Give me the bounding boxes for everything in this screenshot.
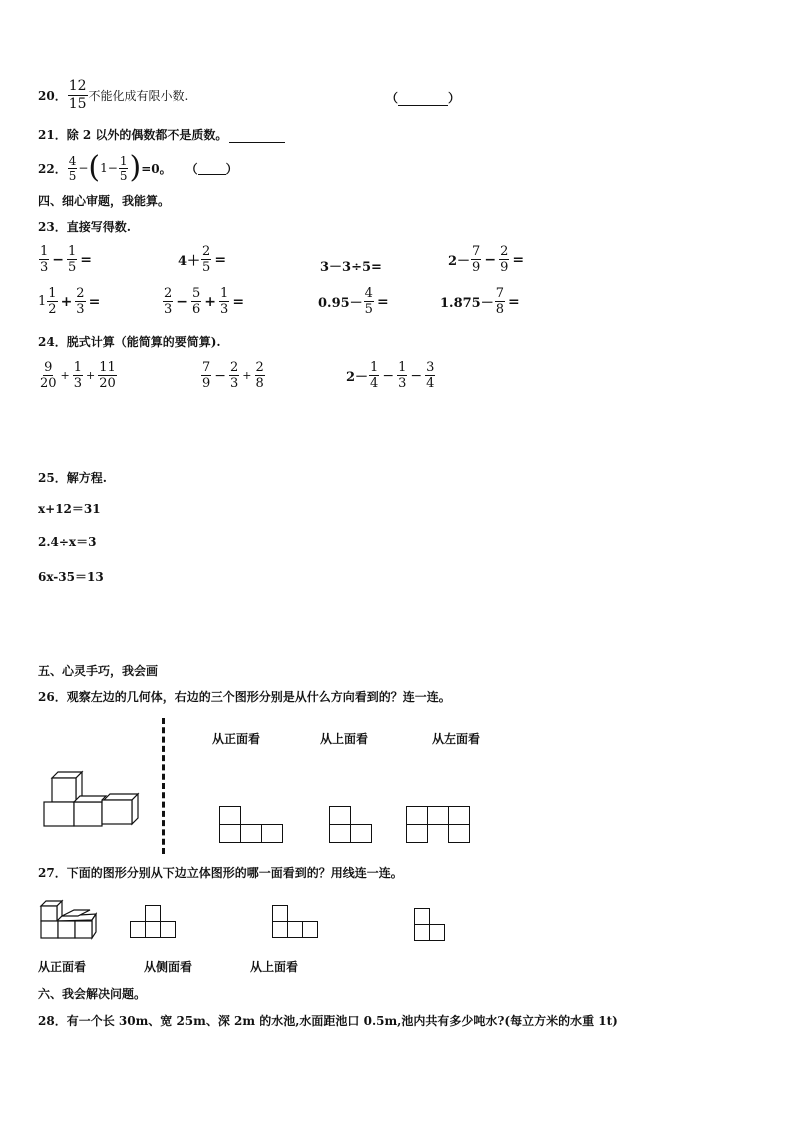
operator: −	[214, 367, 227, 384]
answer-blank[interactable]	[198, 162, 226, 175]
grid-cell	[406, 824, 428, 843]
question-27-title: 27．下面的图形分别从下边立体图形的哪一面看到的？用线连一连。	[38, 866, 403, 880]
fraction	[229, 360, 239, 391]
paren-open: （	[386, 91, 399, 105]
grid-cell	[329, 824, 351, 843]
question-26-title: 26．观察左边的几何体，右边的三个图形分别是从什么方向看到的？连一连。	[38, 690, 451, 704]
question-20-number: 20．	[38, 89, 67, 103]
fraction-numerator: 1	[40, 244, 49, 259]
paren-close: )	[129, 150, 142, 185]
fraction	[499, 244, 509, 275]
q23-row1-expr4	[448, 244, 526, 275]
q27-shape-2[interactable]	[272, 905, 322, 945]
grid-cell	[429, 924, 445, 941]
grid-cell	[414, 924, 430, 941]
grid-cell	[160, 921, 176, 938]
fraction-denominator: 8	[495, 302, 504, 317]
fraction-numerator: 1	[398, 360, 407, 375]
grid-cell	[414, 908, 430, 925]
fraction-denominator: 9	[202, 376, 211, 391]
fraction-denominator: 4	[426, 376, 435, 391]
operator: +	[242, 369, 252, 382]
fraction-denominator: 20	[40, 376, 57, 391]
fraction-numerator: 9	[44, 360, 53, 375]
q27-label-top: 从上面看	[250, 960, 299, 974]
question-24-title: 24．脱式计算（能简算的要简算).	[38, 335, 221, 349]
question-22-result: =0。	[141, 161, 172, 176]
fraction-numerator: 1	[73, 360, 83, 375]
minus-sign: −	[78, 161, 89, 175]
paren-close: ）	[225, 161, 238, 176]
operator: −	[382, 367, 395, 384]
fraction-numerator: 2	[202, 244, 211, 259]
fraction-numerator: 7	[472, 244, 481, 259]
fraction-numerator: 2	[230, 360, 239, 375]
paren-open: (	[88, 150, 101, 185]
fraction-numerator: 7	[202, 360, 211, 375]
q24-expr1	[38, 360, 118, 391]
section-4-title: 四、细心审题，我能算。	[38, 194, 171, 208]
expression-lead: 0.95－	[318, 296, 363, 311]
fraction	[364, 286, 374, 317]
paren-close: ）	[448, 91, 461, 105]
answer-blank[interactable]	[398, 93, 448, 106]
fraction	[201, 360, 211, 391]
dashed-divider	[162, 718, 165, 854]
equals-sign: =	[508, 293, 520, 310]
fraction-numerator: 1	[370, 360, 379, 375]
grid-cell	[130, 921, 146, 938]
expression-lead: 4＋	[178, 254, 201, 269]
question-20-text: 不能化成有限小数.	[88, 89, 189, 103]
section-5-title: 五、心灵手巧，我会画	[38, 664, 159, 678]
fraction-denominator: 8	[255, 376, 264, 391]
expression-lead: 2－	[346, 370, 369, 385]
q24-expr2	[200, 360, 266, 391]
equation-2: 2.4÷x＝3	[38, 535, 97, 549]
equals-sign: =	[376, 293, 389, 310]
equation-3: 6x-35＝13	[38, 570, 104, 584]
grid-cell	[219, 806, 241, 825]
fraction-numerator: 1	[119, 153, 128, 168]
fraction-numerator: 3	[426, 360, 435, 375]
grid-cell	[240, 824, 262, 843]
label-left-view: 从左面看	[432, 732, 481, 746]
label-top-view: 从上面看	[320, 732, 369, 746]
fraction-numerator: 2	[500, 244, 509, 259]
q27-label-side: 从侧面看	[144, 960, 193, 974]
fraction-denominator: 20	[99, 376, 116, 391]
grid-cell	[272, 905, 288, 922]
grid-cell	[145, 921, 161, 938]
fraction-denominator: 3	[230, 376, 239, 391]
grid-cell	[287, 921, 303, 938]
grid-cell	[406, 806, 428, 825]
fraction	[75, 286, 85, 317]
fraction-denominator: 2	[48, 302, 57, 317]
question-22	[38, 150, 238, 185]
question-25-title: 25．解方程.	[38, 471, 107, 485]
operator: −	[484, 251, 497, 268]
fraction-numerator: 2	[76, 286, 85, 301]
equation-1: x+12＝31	[38, 502, 101, 516]
q23-row1-expr3	[320, 256, 382, 275]
fraction	[201, 244, 211, 275]
grid-cell	[272, 921, 288, 938]
q23-row1-expr1	[38, 244, 94, 275]
fraction-numerator: 12	[68, 78, 87, 94]
expression-lead: 1.875－	[440, 296, 494, 311]
grid-cell	[145, 905, 161, 922]
fraction	[98, 360, 117, 391]
fraction	[191, 286, 201, 317]
equals-sign: =	[80, 251, 93, 268]
fraction-numerator: 1	[48, 286, 57, 301]
operator: +	[86, 369, 96, 382]
view-shape-1[interactable]	[219, 806, 289, 846]
fraction	[425, 360, 435, 391]
equals-sign: =	[88, 293, 101, 310]
fraction	[119, 154, 129, 183]
fraction-denominator: 3	[76, 302, 85, 317]
expression-lead: 2－	[448, 254, 471, 269]
operator: −	[52, 251, 65, 268]
fraction-numerator: 5	[192, 286, 201, 301]
operator: +	[60, 369, 70, 382]
fraction	[255, 360, 265, 391]
q27-label-front: 从正面看	[38, 960, 87, 974]
equals-sign: =	[512, 251, 525, 268]
fraction-denominator: 3	[164, 302, 173, 317]
fraction-numerator: 11	[99, 360, 116, 375]
fraction-denominator: 15	[68, 96, 87, 112]
fraction-12-15	[68, 78, 88, 113]
grid-cell	[302, 921, 318, 938]
question-21	[38, 126, 285, 143]
fraction-denominator: 9	[472, 260, 481, 275]
fraction	[39, 360, 58, 391]
whole-number: 1	[38, 294, 47, 309]
fraction-denominator: 5	[68, 168, 77, 183]
fraction	[163, 286, 173, 317]
fraction-denominator: 9	[500, 260, 509, 275]
fraction-denominator: 5	[364, 302, 373, 317]
question-22-number: 22．	[38, 161, 67, 176]
operator: −	[410, 367, 423, 384]
fraction	[369, 360, 379, 391]
minus-sign: −	[107, 161, 118, 175]
q26-cube-solid	[40, 770, 144, 830]
grid-cell	[261, 824, 283, 843]
fraction	[73, 360, 83, 391]
grid-cell	[427, 806, 449, 825]
grid-cell	[350, 824, 372, 843]
fraction-numerator: 7	[495, 286, 504, 301]
grid-cell	[329, 806, 351, 825]
answer-blank[interactable]	[229, 130, 285, 143]
grid-cell	[219, 824, 241, 843]
equals-sign: =	[214, 251, 227, 268]
fraction-denominator: 4	[370, 376, 379, 391]
fraction	[68, 154, 78, 183]
q23-row2-expr1	[38, 286, 102, 317]
fraction	[67, 244, 77, 275]
fraction-numerator: 1	[68, 244, 77, 259]
fraction-numerator: 1	[220, 286, 229, 301]
fraction-denominator: 3	[40, 260, 49, 275]
label-front-view: 从正面看	[212, 732, 261, 746]
fraction-numerator: 2	[164, 286, 173, 301]
number-one: 1	[100, 161, 108, 175]
fraction-numerator: 4	[364, 286, 373, 301]
fraction-denominator: 3	[73, 376, 83, 391]
grid-cell	[448, 806, 470, 825]
fraction	[219, 286, 229, 317]
view-shape-3[interactable]	[406, 806, 476, 846]
question-20	[38, 78, 188, 113]
fraction	[397, 360, 407, 391]
fraction-denominator: 5	[68, 260, 77, 275]
view-shape-2[interactable]	[329, 806, 379, 846]
grid-cell	[448, 824, 470, 843]
fraction-denominator: 3	[220, 302, 229, 317]
fraction	[47, 286, 57, 317]
fraction-denominator: 3	[398, 376, 407, 391]
question-21-text: 21．除 2 以外的偶数都不是质数。	[38, 128, 228, 142]
question-20-answer-box[interactable]	[386, 89, 460, 106]
operator: +	[60, 293, 73, 310]
q27-cube-solid	[38, 896, 100, 942]
q27-shape-1[interactable]	[130, 905, 180, 945]
q24-expr3	[346, 360, 436, 391]
q23-row2-expr2	[162, 286, 246, 317]
fraction-numerator: 4	[68, 153, 77, 168]
fraction-denominator: 5	[202, 260, 211, 275]
fraction	[495, 286, 505, 317]
equals-sign: =	[232, 293, 245, 310]
expression-text: 3－3÷5=	[320, 260, 382, 275]
q23-row2-expr4	[440, 286, 522, 317]
operator: −	[176, 293, 189, 310]
fraction-numerator: 2	[255, 360, 264, 375]
q23-row2-expr3	[318, 286, 391, 317]
fraction-denominator: 5	[119, 168, 128, 183]
paren-open: （	[185, 161, 198, 176]
operator: +	[204, 293, 217, 310]
q27-shape-3[interactable]	[414, 908, 454, 948]
fraction-denominator: 6	[192, 302, 201, 317]
fraction	[39, 244, 49, 275]
fraction	[471, 244, 481, 275]
q23-row1-expr2	[178, 244, 228, 275]
section-6-title: 六、我会解决问题。	[38, 987, 147, 1001]
question-28-text: 28．有一个长 30m、宽 25m、深 2m 的水池,水面距池口 0.5m,池内共有多少吨水?(每立方米的水重 1t)	[38, 1014, 618, 1028]
question-23-title: 23．直接写得数.	[38, 220, 131, 234]
